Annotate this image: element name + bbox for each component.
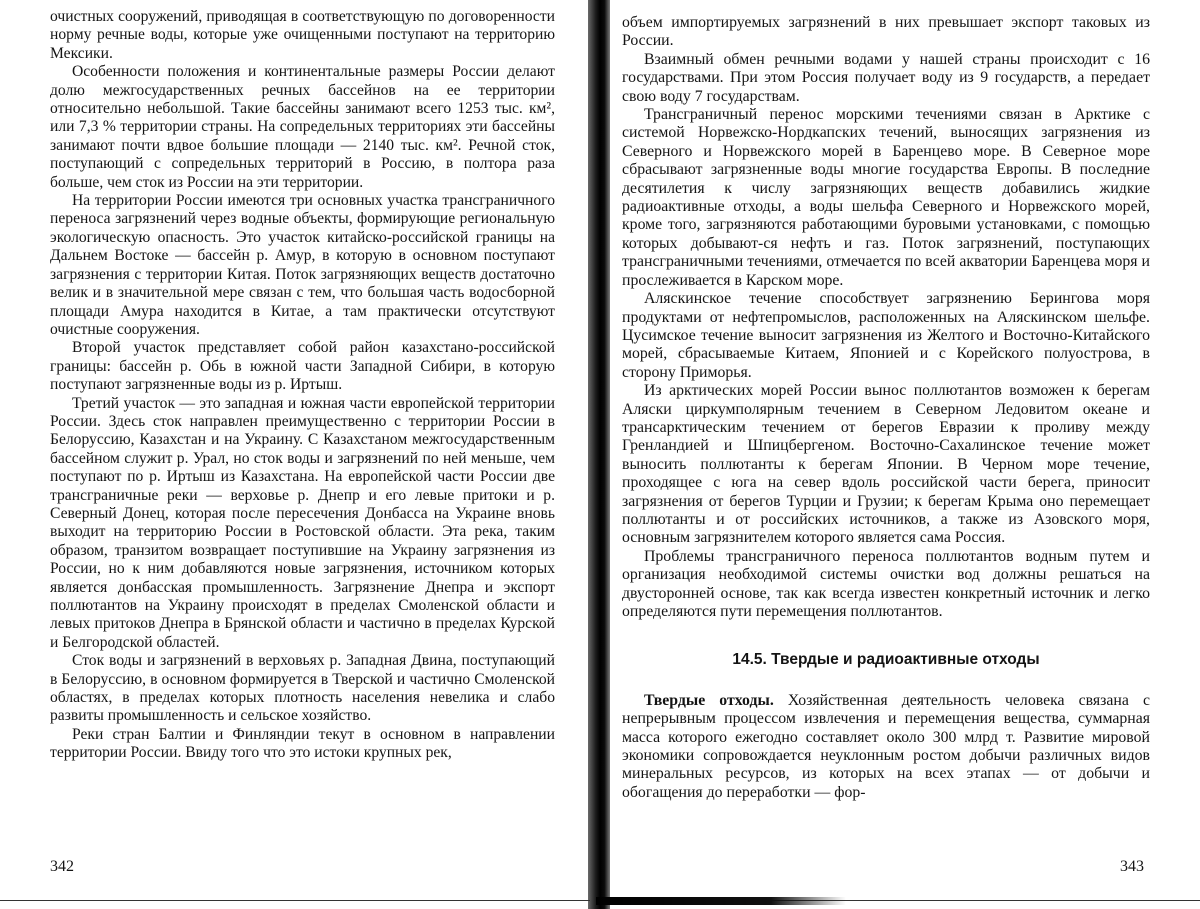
bottom-edge-line — [0, 900, 590, 901]
runin-text: Хозяйственная деятельность человека связана с непрерывным процессом извлечения и перемещения вещества, суммарная масса которого ежегодно составляет около 300 млрд т. Развитие мировой экономики сопровождается неуклонным ростом добычи различных видов минеральных ресурсов, из которых на всех этапах — от добычи и обогащения до переработки — фор- — [622, 691, 1150, 801]
paragraph: Третий участок — это западная и южная части европейской территории России. Здесь сток направлен преимущественно с территории России в Белоруссию, Казахстан и на Украину. С Казахстаном межгосударственным бассейном служит р. Урал, но сток воды и загрязнений по ней меньше, чем поступают по р. Иртыш из Казахстана. На европейской части России две трансграничные реки — верховье р. Днепр и его левые притоки и р. Северный Донец, которая после пересечения Донбасса на Украине вновь выходит на территорию России в Ростовской области. Эта река, таким образом, транзитом возвращает поступившие на Украину загрязнения из России, но к ним добавляются новые загрязнения, источником которых является донбасская промышленность. Загрязнение Днепра и экспорт поллютантов на Украину происходят в пределах Смоленской области и левых притоков Днепра в Брянской области и частично в пределах Курской и Белгородской областей. — [50, 394, 555, 651]
paragraph: объем импортируемых загрязнений в них превышает экспорт таковых из России. — [622, 14, 1150, 50]
paragraph: Взаимный обмен речными водами у нашей страны происходит с 16 государствами. При этом Россия получает воду из 9 государств, а передает свою воду 7 государствам. — [622, 50, 1150, 105]
section-heading: 14.5. Твердые и радиоактивные отходы — [732, 651, 1040, 669]
scan-shadow — [596, 897, 846, 905]
paragraph: На территории России имеются три основных участка трансграничного переноса загрязнений через водные объекты, формирующие региональную экологическую опасность. Это участок китайско-российской границы на Дальнем Востоке — бассейн р. Амур, в которую в основном поступают загрязнения с территории Китая. Поток загрязняющих веществ достаточно велик и в значительной мере связан с тем, что большая часть водосборной площади Амура находится в Китае, а там практически отсутствуют очистные сооружения. — [50, 192, 555, 338]
book-spine — [588, 0, 610, 909]
right-page-text — [622, 14, 1150, 802]
page-number: 343 — [1120, 858, 1144, 875]
paragraph: Второй участок представляет собой район казахстано-российской границы: бассейн р. Обь в южной части Западной Сибири, в которую поступают загрязненные воды из р. Иртыш. — [50, 339, 555, 394]
left-page-text — [50, 8, 555, 763]
paragraph: Проблемы трансграничного переноса поллютантов водным путем и организация необходимой системы очистки вод должны решаться на двусторонней основе, так как всегда известен конкретный источник и легко определяются пути перемещения поллютантов. — [622, 547, 1150, 620]
paragraph: Трансграничный перенос морскими течениями связан в Арктике с системой Норвежско-Нордкапских течений, выносящих загрязнения из Северного и Норвежского морей в Баренцево море. В Северное море сбрасывают загрязненные воды многие государства Европы. В последние десятилетия к числу загрязняющих веществ добавились жидкие радиоактивные отходы, а воды шельфа Северного и Норвежского морей, кроме того, загрязняются работающими буровыми установками, с помощью которых добывают-ся нефть и газ. Поток загрязнений, поступающих трансграничными течениями, отмечается по всей акватории Баренцева моря и прослеживается в Карском море. — [622, 106, 1150, 289]
right-page — [610, 0, 1200, 909]
paragraph: Сток воды и загрязнений в верховьях р. Западная Двина, поступающий в Белоруссию, в основном формируется в Тверской и частично Смоленской областях, в пределах которых плотность населения невелика и слабо развиты промышленность и сельское хозяйство. — [50, 652, 555, 725]
paragraph: Аляскинское течение способствует загрязнению Берингова моря продуктами от нефтепромыслов, расположенных на Аляскинском шельфе. Цусимское течение выносит загрязнения из Желтого и Восточно-Китайского морей, сбрасываемые Китаем, Японией и с Корейского полуострова, в сторону Приморья. — [622, 290, 1150, 381]
paragraph: Реки стран Балтии и Финляндии текут в основном в направлении территории России. Ввиду того что это истоки крупных рек, — [50, 725, 555, 762]
runin-label: Твердые отходы. — [644, 691, 774, 709]
left-page — [0, 0, 590, 909]
paragraph: Из арктических морей России вынос поллютантов возможен к берегам Аляски циркумполярным течением в Северном Ледовитом океане и трансарктическим течением от берегов Евразии к проливу между Гренландией и Шпицбергеном. Восточно-Сахалинское течение может выносить поллютанты к берегам Японии. В Черном море течение, проходящее с юга на север вдоль российской части берега, приносит загрязнения от берегов Турции и Грузии; к берегам Крыма оно перемещает поллютанты и от российских источников, а также из Азовского моря, основным загрязнителем которого является сама Россия. — [622, 382, 1150, 547]
paragraph: Особенности положения и континентальные размеры России делают долю межгосударственных речных бассейнов на ее территории относительно небольшой. Такие бассейны занимают всего 1253 тыс. км², или 7,3 % территории страны. На сопредельных территориях эти бассейны занимают почти вдвое большие площади — 2140 тыс. км². Речной сток, поступающий с сопредельных территорий в Россию, в полтора раза больше, чем сток из России на эти территории. — [50, 63, 555, 191]
page-number: 342 — [50, 858, 74, 875]
paragraph: очистных сооружений, приводящая в соответствующую по договоренности норму речные воды, которые уже очищенными поступают на территорию Мексики. — [50, 8, 555, 62]
paragraph — [622, 692, 1150, 802]
